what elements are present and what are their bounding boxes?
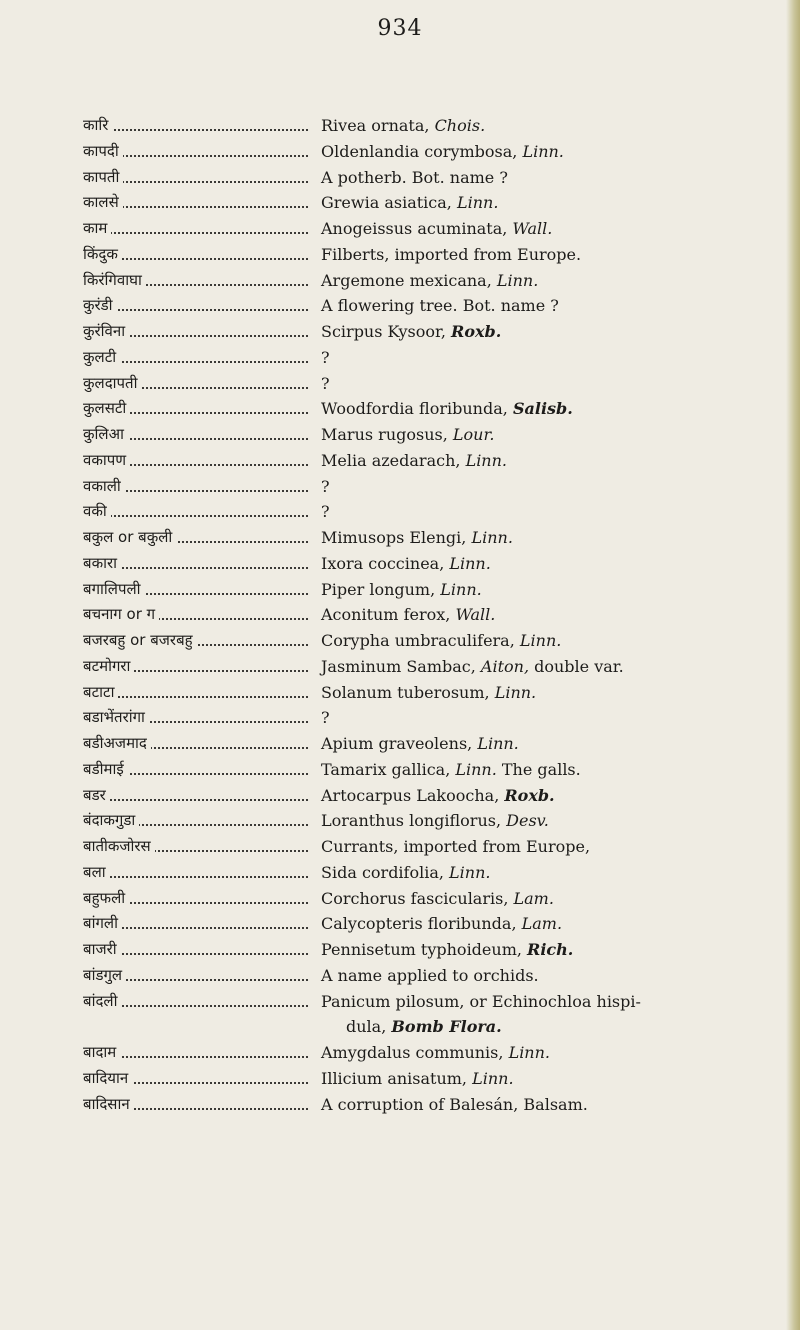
dictionary-entry	[0, 808, 800, 834]
entry-definition	[321, 989, 791, 1041]
definition-text: Corypha umbraculifera,	[321, 631, 520, 650]
dictionary-entry	[0, 242, 800, 268]
definition-authority: Chois.	[434, 116, 486, 135]
definition-text: Aconitum ferox,	[321, 605, 456, 625]
definition-text: Marus rugosus,	[321, 425, 453, 444]
dictionary-entry	[0, 551, 800, 577]
definition-authority: Wall.	[512, 219, 553, 238]
entry-definition	[321, 886, 791, 912]
entry-definition	[321, 551, 791, 577]
dot-leader	[83, 876, 308, 878]
definition-authority: Bomb Flora.	[391, 1017, 502, 1037]
entry-term	[83, 139, 308, 164]
dictionary-entry	[0, 345, 800, 371]
entry-term-text: कारि	[83, 116, 112, 134]
entry-term	[83, 757, 308, 782]
entry-definition	[321, 1092, 791, 1118]
definition-authority: Desv.	[506, 811, 549, 831]
definition-text: Sida cordifolia,	[321, 862, 450, 882]
entry-term-text: कुरंविना	[83, 322, 129, 340]
entry-term	[83, 834, 308, 859]
entry-definition	[321, 525, 791, 551]
dictionary-entry	[0, 834, 800, 860]
definition-text: A corruption of Balesán, Balsam.	[321, 1094, 588, 1114]
entry-definition	[321, 577, 791, 603]
definition-text: Melia azedarach,	[321, 450, 466, 470]
dictionary-entry	[0, 731, 800, 757]
entry-definition	[321, 371, 791, 397]
definition-text: dula,	[346, 1017, 392, 1037]
definition-authority: Linn.	[440, 579, 482, 599]
definition-text: Amygdalus communis,	[321, 1043, 509, 1062]
entry-definition	[321, 911, 791, 937]
entry-definition	[321, 654, 791, 680]
definition-text: Solanum tuberosum,	[321, 682, 495, 702]
dictionary-entry	[0, 113, 800, 139]
definition-text: A flowering tree. Bot. name ?	[321, 296, 559, 316]
definition-text: Panicum pilosum, or Echinochloa hispi-	[321, 991, 641, 1011]
entry-term-text: बाजरी	[83, 940, 121, 958]
dictionary-entry	[0, 474, 800, 500]
entry-term-text: बकुल or बकुली	[83, 528, 176, 546]
dictionary-entry	[0, 422, 800, 448]
definition-authority: Roxb.	[451, 322, 502, 341]
definition-text: Ixora coccinea,	[321, 553, 450, 573]
entry-definition	[321, 319, 791, 345]
dictionary-entry	[0, 680, 800, 706]
entry-term-text: बजरबहु or बजरबहु	[83, 631, 197, 649]
entry-definition	[321, 422, 791, 448]
dictionary-entry	[0, 448, 800, 474]
definition-text: Woodfordia floribunda,	[321, 399, 513, 419]
definition-text: Tamarix gallica,	[321, 759, 456, 779]
entry-term	[83, 216, 308, 241]
entry-term	[83, 319, 308, 344]
definition-authority: Linn.	[494, 682, 537, 702]
definition-text: A name applied to orchids.	[321, 965, 539, 985]
entry-term	[83, 783, 308, 808]
entry-term	[83, 963, 308, 988]
entry-term	[83, 731, 308, 756]
dictionary-entry	[0, 963, 800, 989]
definition-authority: Lour.	[452, 425, 495, 444]
entry-term-text: बटाटा	[83, 683, 118, 701]
definition-authority: Lam.	[513, 888, 554, 908]
dictionary-entry	[0, 319, 800, 345]
entry-term-text: वकाली	[83, 477, 125, 495]
definition-authority: Linn.	[496, 270, 539, 290]
definition-text: The galls.	[496, 759, 581, 779]
entry-term-text: कुलिआ	[83, 425, 128, 443]
definition-authority: Rich.	[527, 940, 574, 959]
dictionary-entry	[0, 268, 800, 294]
definition-authority: Linn.	[455, 759, 497, 779]
definition-text: Pennisetum typhoideum,	[321, 940, 528, 959]
entry-term	[83, 113, 308, 138]
definition-authority: Linn.	[519, 631, 562, 650]
entry-definition	[321, 834, 791, 860]
entry-term-text: बडर	[83, 786, 110, 804]
dictionary-entry	[0, 937, 800, 963]
dictionary-entry	[0, 705, 800, 731]
entry-term-text: वकी	[83, 502, 111, 520]
entry-definition	[321, 628, 791, 654]
entry-term	[83, 499, 308, 524]
entry-term	[83, 268, 308, 293]
entry-term-text: कालसे	[83, 193, 123, 211]
entry-term	[83, 448, 308, 473]
entry-definition	[321, 499, 791, 525]
entry-term-text: बला	[83, 863, 110, 881]
entry-term-text: बडाभेंतरांगा	[83, 708, 149, 726]
definition-text: Argemone mexicana,	[321, 270, 497, 290]
definition-authority: Wall.	[455, 605, 496, 625]
definition-authority: Linn.	[456, 193, 499, 213]
entry-definition	[321, 808, 791, 834]
definition-authority: Linn.	[477, 734, 519, 753]
dictionary-entry	[0, 860, 800, 886]
entry-term-text: बादियान	[83, 1069, 132, 1087]
definition-authority: Linn.	[465, 450, 507, 470]
dictionary-entry	[0, 783, 800, 809]
entry-term	[83, 165, 308, 190]
entry-term-text: बचनाग or ग	[83, 605, 159, 623]
dictionary-entry	[0, 525, 800, 551]
entry-definition	[321, 396, 791, 422]
definition-authority: Linn.	[449, 862, 491, 882]
definition-text: Filberts, imported from Europe.	[321, 244, 582, 264]
entry-term	[83, 577, 308, 602]
dictionary-entry	[0, 1092, 800, 1118]
entry-term	[83, 1092, 308, 1117]
definition-authority: Linn.	[449, 553, 491, 573]
definition-authority: Aiton,	[480, 656, 530, 676]
entry-term-text: बडीमाई	[83, 760, 128, 778]
definition-text: Oldenlandia corymbosa,	[321, 141, 523, 161]
entry-term-text: कुलदापती	[83, 374, 142, 392]
dictionary-entry	[0, 165, 800, 191]
entry-term-text: कापदी	[83, 142, 123, 160]
entry-definition	[321, 757, 791, 783]
entry-term	[83, 1066, 308, 1091]
definition-text: Illicium anisatum,	[321, 1068, 473, 1088]
dictionary-entry	[0, 371, 800, 397]
entry-term-text: बादाम	[83, 1043, 120, 1061]
entry-term	[83, 705, 308, 730]
definition-text: Scirpus Kysoor,	[321, 322, 452, 341]
entry-term-text: कुलसटी	[83, 399, 130, 417]
page-edge-shadow	[786, 0, 800, 1330]
definition-authority: Linn.	[471, 528, 513, 547]
entry-term	[83, 474, 308, 499]
definition-authority: Linn.	[522, 141, 564, 161]
entry-term	[83, 602, 308, 627]
entry-definition	[321, 705, 791, 731]
entry-term-text: बटमोगरा	[83, 657, 134, 675]
dictionary-entry	[0, 396, 800, 422]
entry-term	[83, 1040, 308, 1065]
dictionary-entry	[0, 1040, 800, 1066]
entry-term	[83, 242, 308, 267]
entry-term	[83, 551, 308, 576]
definition-text: Mimusops Elengi,	[321, 528, 472, 547]
entry-term-text: बांदली	[83, 992, 121, 1010]
definition-text: ?	[321, 708, 330, 728]
definition-authority: Salisb.	[512, 399, 573, 419]
entry-term	[83, 422, 308, 447]
dictionary-entry	[0, 989, 800, 1041]
definition-text: double var.	[529, 656, 624, 676]
entry-definition	[321, 680, 791, 706]
dictionary-entry	[0, 293, 800, 319]
definition-continuation	[321, 1014, 791, 1040]
dictionary-entry	[0, 757, 800, 783]
dictionary-entry	[0, 911, 800, 937]
entry-term	[83, 345, 308, 370]
entry-definition	[321, 216, 791, 242]
dictionary-entry	[0, 190, 800, 216]
dictionary-entry	[0, 139, 800, 165]
dot-leader	[83, 515, 308, 517]
entry-term	[83, 808, 308, 833]
entry-definition	[321, 293, 791, 319]
entry-definition	[321, 345, 791, 371]
definition-text: ?	[321, 373, 330, 393]
entry-term-text: कुलटी	[83, 348, 120, 366]
entry-term-text: वकापण	[83, 451, 130, 469]
entry-definition	[321, 448, 791, 474]
entry-definition	[321, 165, 791, 191]
entry-definition	[321, 731, 791, 757]
entry-definition	[321, 242, 791, 268]
entry-term	[83, 371, 308, 396]
dot-leader	[83, 799, 308, 801]
entry-definition	[321, 860, 791, 886]
dictionary-entry	[0, 499, 800, 525]
entry-term-text: काम	[83, 219, 111, 237]
definition-text: Anogeissus acuminata,	[321, 219, 513, 238]
entry-definition	[321, 190, 791, 216]
definition-text: Grewia asiatica,	[321, 193, 457, 213]
dictionary-entry	[0, 654, 800, 680]
definition-text: Corchorus fascicularis,	[321, 888, 514, 908]
dictionary-entry	[0, 216, 800, 242]
definition-text: ?	[321, 476, 330, 496]
entry-term-text: बगालिपली	[83, 580, 145, 598]
entry-term	[83, 886, 308, 911]
dictionary-entry	[0, 628, 800, 654]
entry-term-text: कुरंडी	[83, 296, 117, 314]
definition-authority: Roxb.	[504, 785, 555, 805]
page-number: 934	[377, 16, 423, 41]
entry-term	[83, 860, 308, 885]
dot-leader	[83, 129, 308, 131]
definition-authority: Linn.	[472, 1068, 514, 1088]
entry-definition	[321, 139, 791, 165]
entry-term-text: बहुफली	[83, 889, 129, 907]
definition-text: ?	[321, 347, 330, 367]
entry-term-text: बंदाकगुडा	[83, 811, 139, 829]
entry-term	[83, 937, 308, 962]
entry-term-text: बांगली	[83, 914, 122, 932]
entry-term	[83, 628, 308, 653]
definition-authority: Linn.	[508, 1043, 550, 1062]
entry-term	[83, 654, 308, 679]
entry-term-text: बातीकजोरस	[83, 837, 155, 855]
definition-text: ?	[321, 502, 330, 522]
entry-term	[83, 989, 308, 1014]
dot-leader	[83, 232, 308, 234]
definition-text: Apium graveolens,	[321, 734, 478, 753]
definition-text: Artocarpus Lakoocha,	[321, 785, 505, 805]
dictionary-entry	[0, 1066, 800, 1092]
entry-term	[83, 396, 308, 421]
entry-definition	[321, 602, 791, 628]
entry-definition	[321, 113, 791, 139]
definition-text: Calycopteris floribunda,	[321, 914, 522, 934]
entry-list	[0, 113, 800, 1117]
entry-definition	[321, 937, 791, 963]
entry-term-text: बडीअजमाद	[83, 734, 151, 752]
entry-term	[83, 911, 308, 936]
dictionary-entry	[0, 886, 800, 912]
entry-definition	[321, 963, 791, 989]
dictionary-entry	[0, 577, 800, 603]
entry-term-text: किंदुक	[83, 245, 122, 263]
entry-term-text: किरंगिवाघा	[83, 271, 146, 289]
entry-term-text: कापती	[83, 168, 123, 186]
entry-definition	[321, 1066, 791, 1092]
entry-term	[83, 680, 308, 705]
entry-definition	[321, 474, 791, 500]
entry-definition	[321, 268, 791, 294]
definition-authority: Lam.	[521, 914, 563, 934]
definition-text: Piper longum,	[321, 579, 441, 599]
dictionary-entry	[0, 602, 800, 628]
entry-term-text: बांडगुल	[83, 966, 126, 984]
definition-text: Currants, imported from Europe,	[321, 837, 591, 856]
definition-text: Jasminum Sambac,	[321, 656, 481, 676]
entry-term	[83, 525, 308, 550]
entry-term-text: बकारा	[83, 554, 121, 572]
entry-term	[83, 293, 308, 318]
entry-term-text: बादिसान	[83, 1095, 134, 1113]
entry-term	[83, 190, 308, 215]
entry-definition	[321, 1040, 791, 1066]
definition-text: Rivea ornata,	[321, 116, 435, 135]
definition-text: A potherb. Bot. name ?	[321, 167, 508, 187]
entry-definition	[321, 783, 791, 809]
definition-text: Loranthus longiflorus,	[321, 811, 507, 831]
